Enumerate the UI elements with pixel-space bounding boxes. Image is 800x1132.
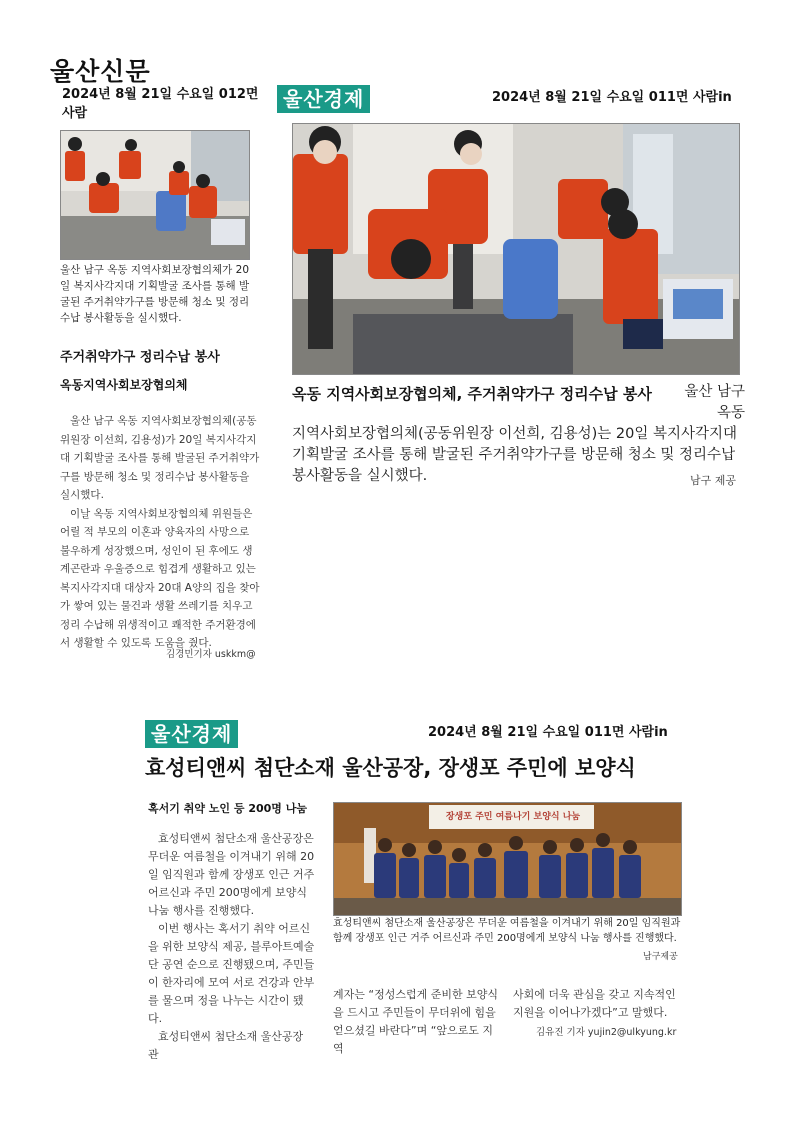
article1-body <box>60 412 260 653</box>
event-banner-text: 장생포 주민 여름나기 보양식 나눔 <box>445 812 581 822</box>
article2-headline: 옥동 지역사회보장협의체, 주거취약가구 정리수납 봉사 <box>292 385 652 403</box>
article2-photo <box>292 123 740 375</box>
article2-dateline: 2024년 8월 21일 수요일 011면 사람in <box>492 90 732 105</box>
article3-headline: 효성티앤씨 첨단소재 울산공장, 장생포 주민에 보양식 <box>145 756 636 780</box>
volunteers-cleaning-photo-large <box>293 124 739 374</box>
article3-body-col3: 사회에 더욱 관심을 갖고 지속적인 지원을 이어나가겠다”고 말했다. <box>513 988 676 1019</box>
ulsan-economy-logo: 울산경제 <box>277 85 370 113</box>
article3-paragraph: 효성티앤씨 첨단소재 울산공장 관 <box>148 1030 304 1061</box>
article3-photo <box>333 802 682 916</box>
article1-paragraph: 울산 남구 옥동 지역사회보장협의체(공동위원장 이선희, 김용성)가 20일 복지사각지대 기획발굴 조사를 통해 발굴된 주거취약가구를 방문해 청소 및 정리수납 봉사활동을 실시했다. <box>60 415 260 501</box>
article1-headline: 주거취약가구 정리수납 봉사 <box>60 350 220 365</box>
article1-subheadline: 옥동지역사회보장협의체 <box>60 378 188 392</box>
article2-body: 지역사회보장협의체(공동위원장 이선희, 김용성)는 20일 복지사각지대 기획발굴 조사를 통해 발굴된 주거취약가구를 방문해 청소 및 정리수납 봉사활동을 실시했다. <box>292 426 738 484</box>
article2-headline-tail: 울산 남구 옥동 <box>684 384 745 421</box>
article3-dateline: 2024년 8월 21일 수요일 011면 사람in <box>428 725 668 740</box>
article3-body-col1 <box>148 830 316 1064</box>
article3-body-col2: 계자는 “정성스럽게 준비한 보양식을 드시고 주민들이 무더위에 힘을 얻으셨길 바란다”며 “앞으로도 지역 <box>333 988 498 1055</box>
ulsan-economy-logo: 울산경제 <box>145 720 238 748</box>
article3-caption: 효성티앤씨 첨단소재 울산공장은 무더운 여름철을 이겨내기 위해 20일 임직원과 함께 장생포 인근 거주 어르신과 주민 200명에게 보양식 나눔 행사를 진행했다. <box>333 918 681 944</box>
volunteers-cleaning-photo-small <box>61 131 249 259</box>
article3-subheadline: 혹서기 취약 노인 등 200명 나눔 <box>148 802 307 815</box>
article1-photo <box>60 130 250 260</box>
article1-byline: 김경민기자 uskkm@ <box>166 649 256 660</box>
article1-dateline: 2024년 8월 21일 수요일 012면 사람 <box>62 87 259 121</box>
article1-paragraph: 이날 옥동 지역사회보장협의체 위원들은 어릴 적 부모의 이혼과 양육자의 사망으로 불우하게 성장했으며, 성인이 된 후에도 생계곤란과 우울증으로 힘겹게 생활하고 있는 복지사각지대 대상자 20대 A양의 집을 찾아가 쌓여 있는 물건과 생활 쓰레기를 치우고 정리 수납해 위생적이고 쾌적한 주거환경에서 생활할 수 있도록 도움을 줬다. <box>60 507 260 649</box>
article1-caption: 울산 남구 옥동 지역사회보장협의체가 20일 복지사각지대 기획발굴 조사를 통해 발굴된 주거취약가구를 방문해 청소 및 정리수납 봉사활동을 실시했다. <box>60 264 250 324</box>
article3-photo-credit: 남구제공 <box>643 952 678 962</box>
newspaper-masthead: 울산신문 <box>50 57 151 86</box>
article3-paragraph: 효성티앤씨 첨단소재 울산공장은 무더운 여름철을 이겨내기 위해 20일 임직원과 함께 장생포 인근 거주 어르신과 주민 200명에게 보양식 나눔 행사를 진행했다. <box>148 832 315 917</box>
article2-credit: 남구 제공 <box>690 474 737 487</box>
article3-byline: 김유진 기자 yujin2@ulkyung.kr <box>536 1027 677 1038</box>
article3-paragraph: 이번 행사는 혹서기 취약 어르신을 위한 보양식 제공, 블루아트예술단 공연 순으로 진행됐으며, 주민들이 한자리에 모여 서로 건강과 안부를 물으며 정을 나누는 시간이 됐다. <box>148 922 315 1025</box>
